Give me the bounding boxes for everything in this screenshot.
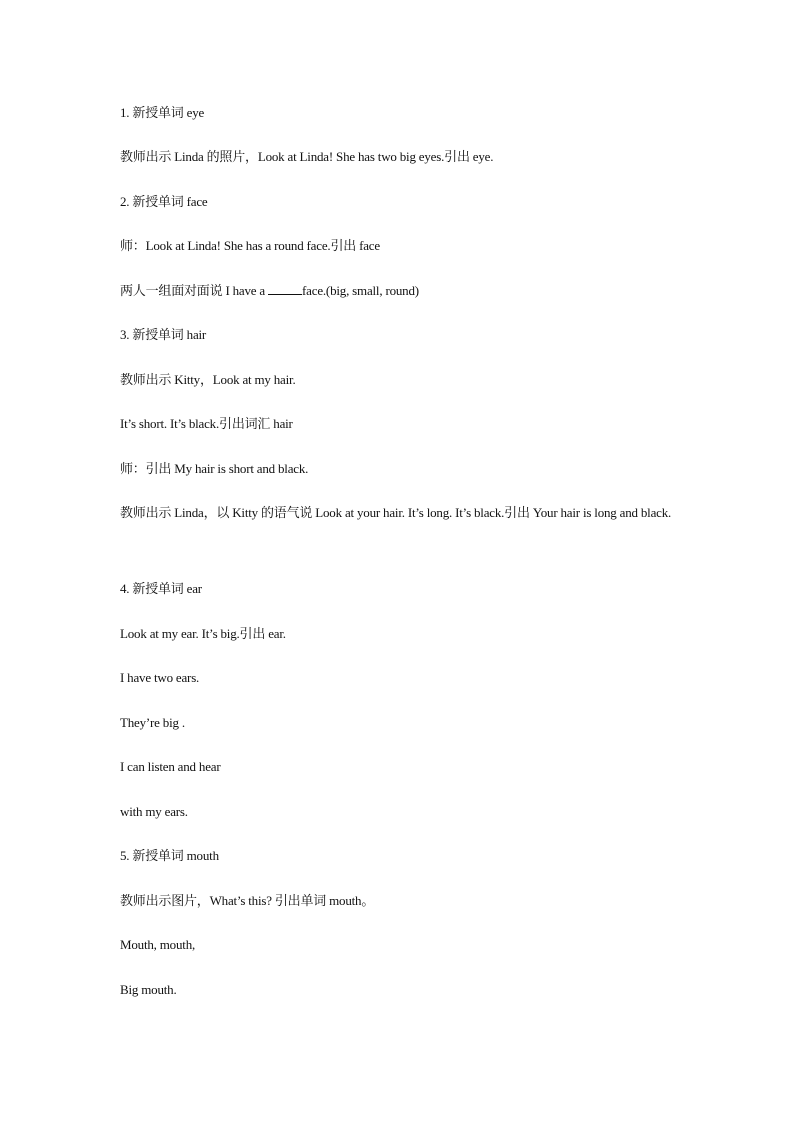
paragraph-text: 教师出示 Linda 的照片，Look at Linda! She has two big eyes.引出 eye. <box>120 149 494 164</box>
paragraph-text: 教师出示 Linda，以 Kitty 的语气说 Look at your hair. It’s long. It’s black.引出 Your hair is long and black. <box>120 505 672 520</box>
paragraph-text: Mouth, mouth, <box>120 937 196 952</box>
paragraph-with-blank <box>120 283 419 299</box>
paragraph-text: face.(big, small, round) <box>302 283 419 298</box>
paragraph-text: 师：引出 My hair is short and black. <box>120 461 309 476</box>
paragraph-text: 教师出示 Kitty，Look at my hair. <box>120 372 296 387</box>
paragraph-text: 师：Look at Linda! She has a round face.引出 face <box>120 238 380 253</box>
paragraph-text: I have two ears. <box>120 670 200 685</box>
paragraph-text: 两人一组面对面说 I have a <box>120 283 269 298</box>
fill-in-blank <box>268 283 302 295</box>
paragraph-text: with my ears. <box>120 804 188 819</box>
paragraph-text: Look at my ear. It’s big.引出 ear. <box>120 626 286 641</box>
paragraph-text: 教师出示图片，What’s this? 引出单词 mouth。 <box>120 893 375 908</box>
section-heading-eye: 1. 新授单词 eye <box>120 105 205 120</box>
section-heading-hair: 3. 新授单词 hair <box>120 327 207 342</box>
section-heading-mouth: 5. 新授单词 mouth <box>120 848 219 863</box>
section-heading-ear: 4. 新授单词 ear <box>120 581 202 596</box>
paragraph-text: I can listen and hear <box>120 759 221 774</box>
paragraph-text: It’s short. It’s black.引出词汇 hair <box>120 416 293 431</box>
section-heading-face: 2. 新授单词 face <box>120 194 208 209</box>
paragraph-text: Big mouth. <box>120 982 177 997</box>
paragraph-text: They’re big . <box>120 715 185 730</box>
